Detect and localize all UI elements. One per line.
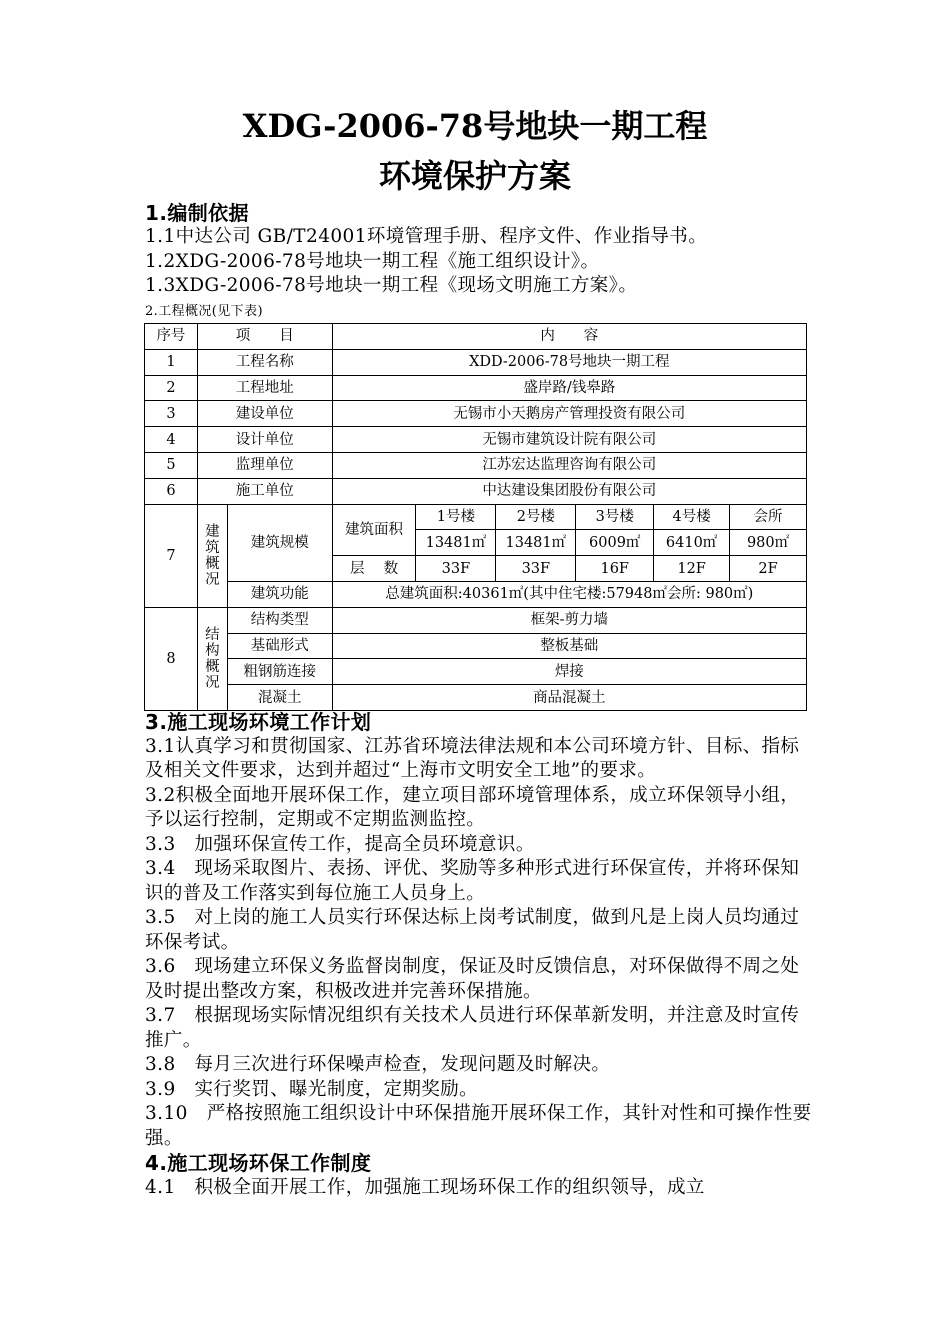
cell-area: 6009㎡ — [576, 530, 654, 556]
table-row — [145, 504, 807, 530]
cell-area: 13481㎡ — [416, 530, 496, 556]
cell-floors: 33F — [496, 556, 576, 582]
cell-content: 无锡市建筑设计院有限公司 — [332, 427, 806, 453]
group-char: 概 — [205, 658, 220, 675]
table-row — [145, 427, 807, 453]
group-char: 结 — [205, 626, 220, 643]
cell-no: 3 — [145, 401, 198, 427]
cell-content: 中达建设集团股份有限公司 — [332, 478, 806, 504]
section-overview-heading: 2.工程概况(见下表) — [145, 304, 263, 319]
cell-area: 6410㎡ — [654, 530, 730, 556]
cell-building: 会所 — [730, 504, 807, 530]
cell-content: 盛岸路/钱皋路 — [332, 375, 806, 401]
project-overview-table — [144, 323, 807, 711]
paragraph: 3.9 实行奖罚、曝光制度，定期奖励。 — [145, 1078, 479, 1100]
group-char: 概 — [205, 555, 220, 572]
table-row — [145, 401, 807, 427]
table-row — [145, 581, 807, 607]
document-title: XDG-2006-78号地块一期工程 — [242, 107, 708, 145]
table-row — [145, 659, 807, 685]
cell-item: 建设单位 — [197, 401, 332, 427]
cell-item: 基础形式 — [227, 633, 332, 659]
section-heading: 1.编制依据 — [145, 201, 249, 225]
document-subtitle: 环境保护方案 — [378, 157, 571, 195]
cell-no: 6 — [145, 478, 198, 504]
cell-floors: 33F — [416, 556, 496, 582]
paragraph: 3.5 对上岗的施工人员实行环保达标上岗考试制度，做到凡是上岗人员均通过环保考试。 — [145, 907, 800, 953]
cell-no: 7 — [145, 504, 198, 607]
paragraph: 1.2XDG-2006-78号地块一期工程《施工组织设计》。 — [145, 250, 600, 272]
cell-group-label — [197, 607, 227, 710]
cell-content: 总建筑面积:40361㎡(其中住宅楼:57948㎡会所: 980㎡) — [332, 581, 806, 607]
table-header-row — [145, 324, 807, 350]
cell-item: 建筑功能 — [227, 581, 332, 607]
cell-area: 980㎡ — [730, 530, 807, 556]
table-row — [145, 633, 807, 659]
group-char: 况 — [205, 571, 220, 588]
cell-content: 商品混凝土 — [332, 685, 806, 711]
cell-item: 工程名称 — [197, 349, 332, 375]
cell-no: 1 — [145, 349, 198, 375]
cell-item: 工程地址 — [197, 375, 332, 401]
cell-item: 设计单位 — [197, 427, 332, 453]
group-char: 构 — [205, 642, 220, 659]
cell-building: 1号楼 — [416, 504, 496, 530]
paragraph: 3.8 每月三次进行环保噪声检查，发现问题及时解决。 — [145, 1054, 611, 1075]
group-char: 建 — [205, 523, 220, 540]
cell-no: 5 — [145, 452, 198, 478]
cell-item: 混凝土 — [227, 685, 332, 711]
cell-content: 江苏宏达监理咨询有限公司 — [332, 452, 806, 478]
cell-group-label — [197, 504, 227, 607]
cell-building: 4号楼 — [654, 504, 730, 530]
cell-floors: 16F — [576, 556, 654, 582]
cell-content: 无锡市小天鹅房产管理投资有限公司 — [332, 401, 806, 427]
header-cell: 项 目 — [197, 324, 332, 350]
section-heading: 3.施工现场环境工作计划 — [145, 710, 372, 734]
cell-no: 2 — [145, 375, 198, 401]
paragraph: 1.1中达公司 GB/T24001环境管理手册、程序文件、作业指导书。 — [145, 226, 708, 247]
group-char: 况 — [205, 674, 220, 691]
cell-sub-label: 层 数 — [332, 556, 416, 582]
cell-content: 整板基础 — [332, 633, 806, 659]
header-cell: 内 容 — [332, 324, 806, 350]
paragraph: 3.4 现场采取图片、表扬、评优、奖励等多种形式进行环保宣传，并将环保知识的普及工作落实到每位施工人员身上。 — [145, 858, 800, 904]
table-row — [145, 452, 807, 478]
cell-item: 施工单位 — [197, 478, 332, 504]
paragraph: 3.3 加强环保宣传工作，提高全员环境意识。 — [145, 833, 535, 855]
paragraph: 3.1认真学习和贯彻国家、江苏省环境法律法规和本公司环境方针、目标、指标及相关文件要求，达到并超过“上海市文明安全工地”的要求。 — [145, 735, 800, 781]
cell-item: 监理单位 — [197, 452, 332, 478]
group-char: 筑 — [205, 539, 220, 556]
cell-building: 2号楼 — [496, 504, 576, 530]
cell-content: 焊接 — [332, 659, 806, 685]
section-basis — [145, 201, 817, 299]
cell-floors: 12F — [654, 556, 730, 582]
cell-floors: 2F — [730, 556, 807, 582]
table-row — [145, 478, 807, 504]
paragraph: 3.6 现场建立环保义务监督岗制度，保证及时反馈信息，对环保做得不周之处及时提出整改方案，积极改进并完善环保措施。 — [145, 956, 800, 1002]
cell-building: 3号楼 — [576, 504, 654, 530]
cell-item: 粗钢筋连接 — [227, 659, 332, 685]
section-heading: 4.施工现场环保工作制度 — [145, 1151, 372, 1175]
paragraph: 3.10 严格按照施工组织设计中环保措施开展环保工作，其针对性和可操作性要强。 — [145, 1103, 812, 1149]
cell-item: 结构类型 — [227, 607, 332, 633]
section-work-plan — [145, 710, 817, 1200]
cell-content: 框架-剪力墙 — [332, 607, 806, 633]
paragraph: 1.3XDG-2006-78号地块一期工程《现场文明施工方案》。 — [145, 275, 638, 296]
cell-item: 建筑规模 — [227, 504, 332, 581]
cell-content: XDD-2006-78号地块一期工程 — [332, 349, 806, 375]
paragraph: 3.2积极全面地开展环保工作，建立项目部环境管理体系，成立环保领导小组，予以运行控制，定期或不定期监测监控。 — [145, 784, 800, 830]
cell-no: 8 — [145, 607, 198, 710]
table-row — [145, 685, 807, 711]
paragraph: 3.7 根据现场实际情况组织有关技术人员进行环保革新发明，并注意及时宣传推广。 — [145, 1005, 800, 1051]
table-row — [145, 375, 807, 401]
cell-area: 13481㎡ — [496, 530, 576, 556]
header-cell: 序号 — [145, 324, 198, 350]
table-row — [145, 607, 807, 633]
paragraph: 4.1 积极全面开展工作，加强施工现场环保工作的组织领导，成立 — [145, 1176, 705, 1198]
table-row — [145, 349, 807, 375]
cell-sub-label: 建筑面积 — [332, 504, 416, 556]
cell-no: 4 — [145, 427, 198, 453]
